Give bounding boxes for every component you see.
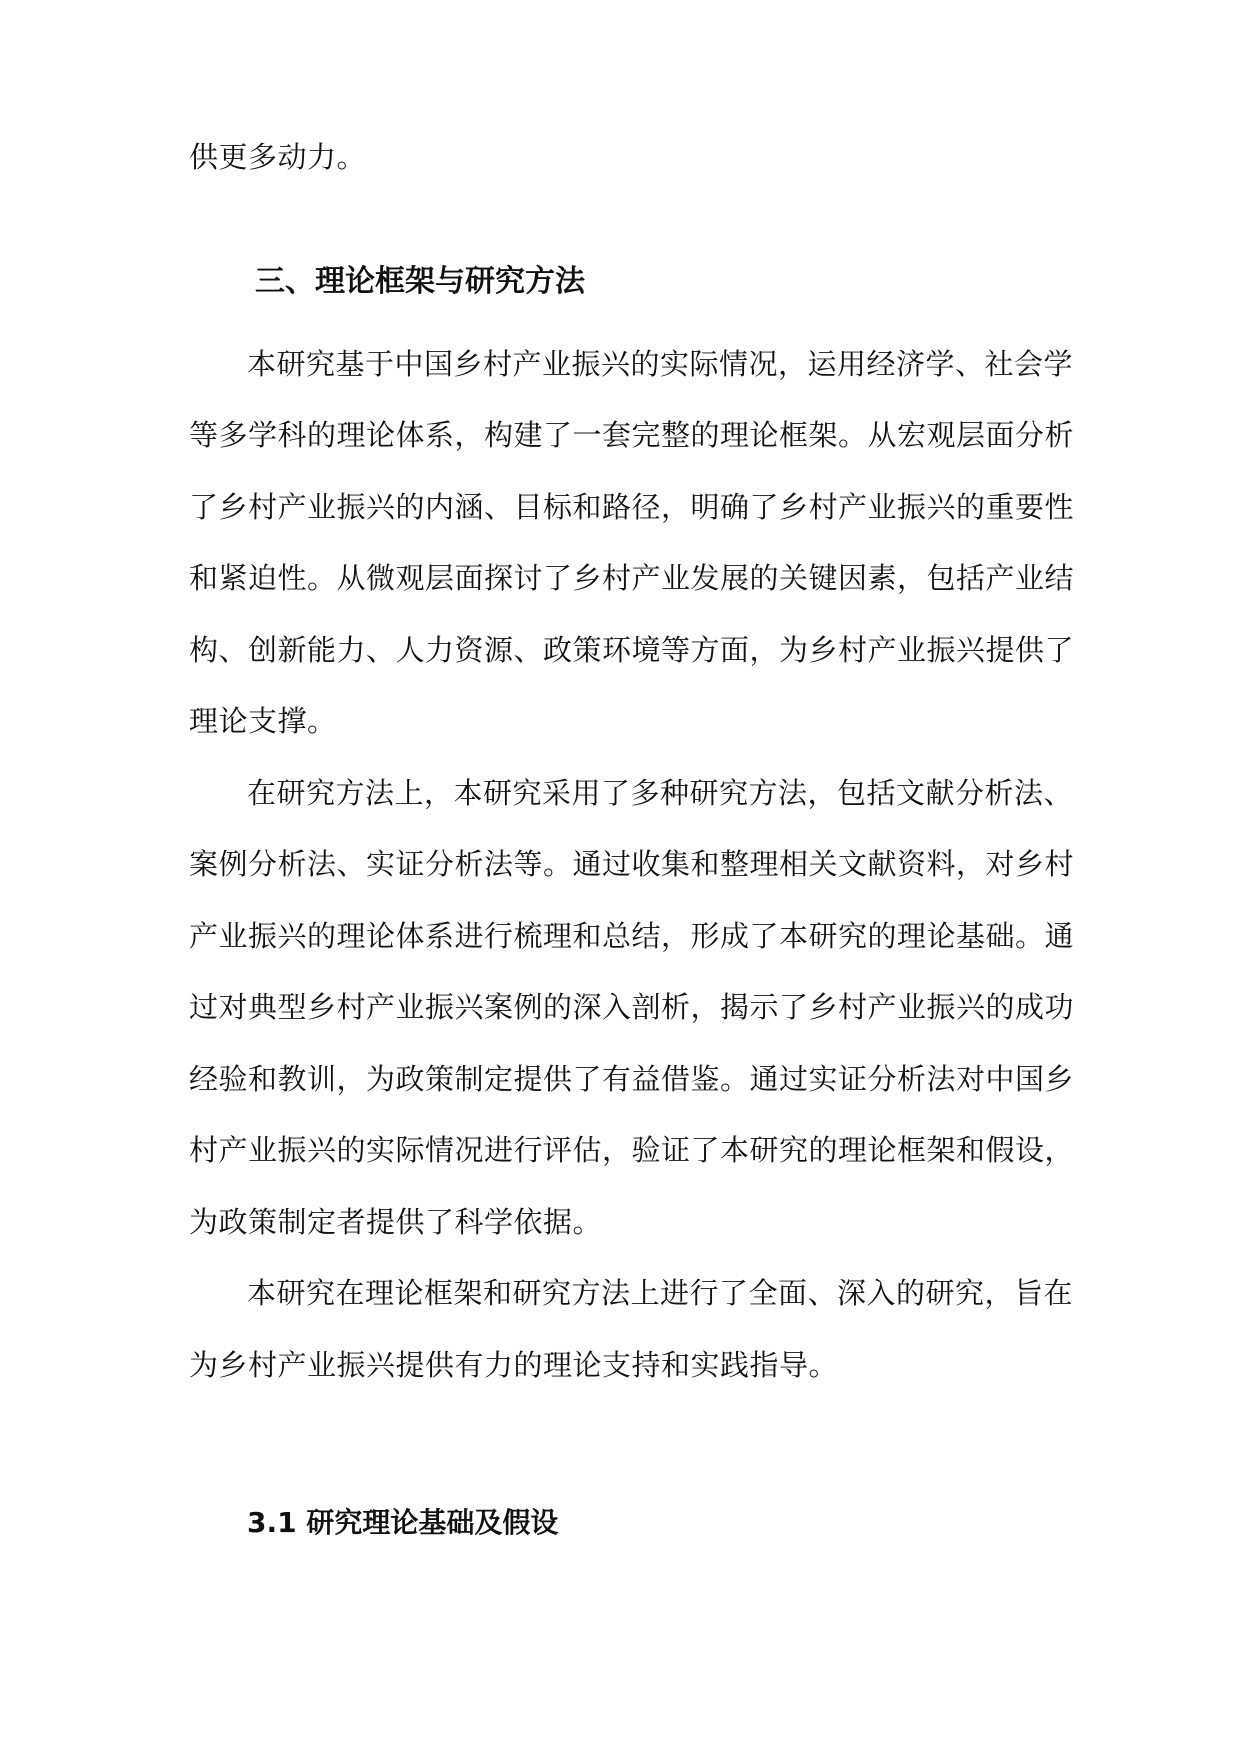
paragraph-line: 理论支撑。: [189, 704, 337, 738]
paragraph-line: 本研究基于中国乡村产业振兴的实际情况，运用经济学、社会学: [247, 347, 1074, 381]
continuation-text: 供更多动力。: [189, 140, 367, 174]
paragraph-line: 村产业振兴的实际情况进行评估，验证了本研究的理论框架和假设，: [189, 1133, 1075, 1167]
paragraph-line: 案例分析法、实证分析法等。通过收集和整理相关文献资料，对乡村: [189, 847, 1075, 881]
paragraph-line: 了乡村产业振兴的内涵、目标和路径，明确了乡村产业振兴的重要性: [189, 490, 1075, 524]
paragraph-line: 构、创新能力、人力资源、政策环境等方面，为乡村产业振兴提供了: [189, 633, 1075, 667]
paragraph-line: 过对典型乡村产业振兴案例的深入剖析，揭示了乡村产业振兴的成功: [189, 990, 1075, 1024]
paragraph-line: 产业振兴的理论体系进行梳理和总结，形成了本研究的理论基础。通: [189, 919, 1075, 953]
paragraph-line: 本研究在理论框架和研究方法上进行了全面、深入的研究，旨在: [247, 1276, 1074, 1310]
paragraph-line: 经验和教训，为政策制定提供了有益借鉴。通过实证分析法对中国乡: [189, 1062, 1075, 1096]
paragraph-line: 为乡村产业振兴提供有力的理论支持和实践指导。: [189, 1348, 839, 1382]
paragraph-line: 在研究方法上，本研究采用了多种研究方法，包括文献分析法、: [247, 776, 1074, 810]
section-heading: 三、理论框架与研究方法: [255, 264, 585, 299]
paragraph-line: 和紧迫性。从微观层面探讨了乡村产业发展的关键因素，包括产业结: [189, 561, 1075, 595]
paragraph-line: 等多学科的理论体系，构建了一套完整的理论框架。从宏观层面分析: [189, 418, 1075, 452]
subsection-heading: 3.1 研究理论基础及假设: [247, 1506, 559, 1539]
paragraph-line: 为政策制定者提供了科学依据。: [189, 1205, 603, 1239]
